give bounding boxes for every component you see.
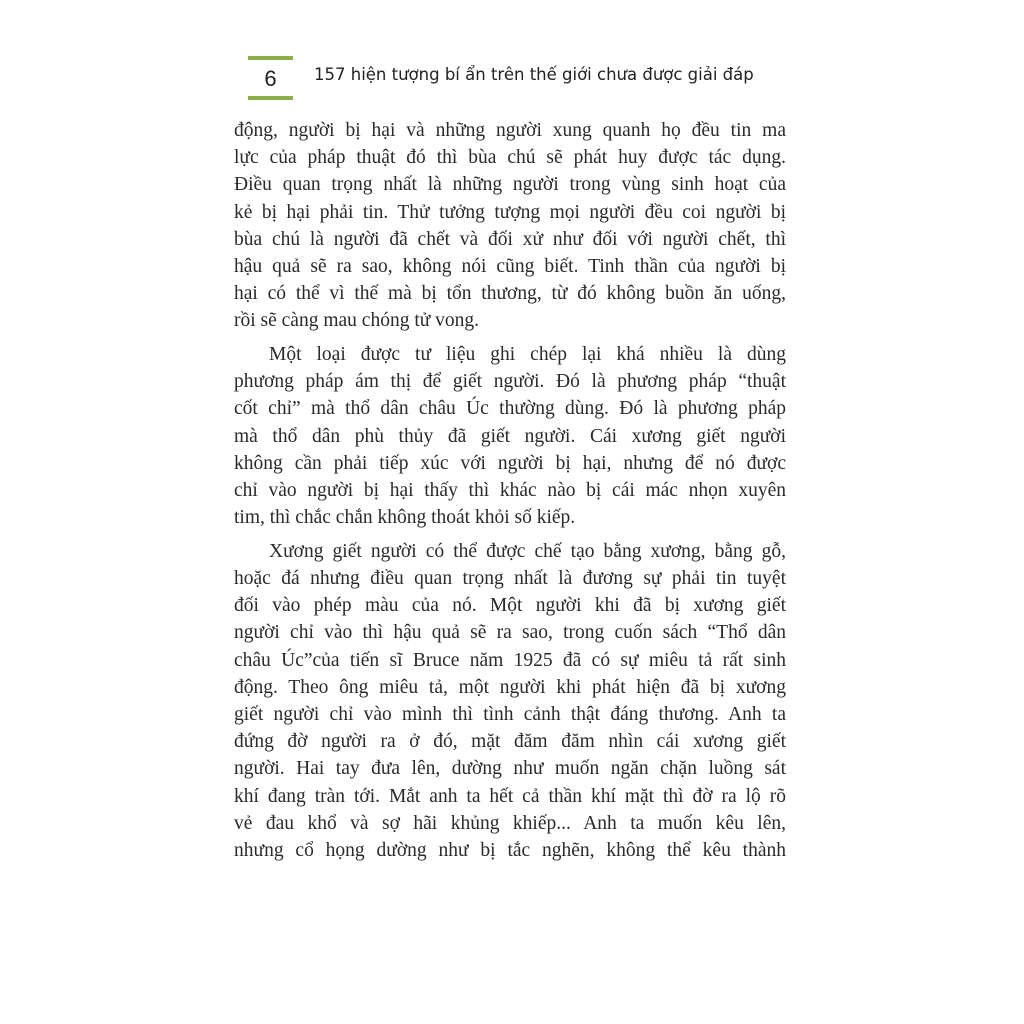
running-head: 157 hiện tượng bí ẩn trên thế giới chưa được giải đáp — [314, 65, 754, 84]
text-line: vẻ đau khổ và sợ hãi khủng khiếp... Anh ta muốn kêu lên, — [234, 812, 786, 834]
body-text — [234, 117, 786, 871]
text-line: tim, thì chắc chắn không thoát khỏi số kiếp. — [234, 507, 576, 529]
paragraph-2 — [234, 341, 786, 531]
header-rule-top — [248, 56, 293, 60]
text-line: Một loại được tư liệu ghi chép lại khá nhiều là dùng — [269, 344, 786, 365]
text-line: bùa chú là người đã chết và đối xử như đối với người chết, thì — [234, 228, 786, 250]
text-line: giết người chỉ vào mình thì tình cảnh thật đáng thương. Anh ta — [234, 703, 786, 725]
paragraph-1 — [234, 117, 786, 335]
text-line: châu Úc”của tiến sĩ Bruce năm 1925 đã có sự miêu tả rất sinh — [234, 649, 786, 671]
text-line: rồi sẽ càng mau chóng tử vong. — [234, 310, 480, 332]
text-line: đứng đờ người ra ở đó, mặt đăm đăm nhìn cái xương giết — [234, 731, 786, 753]
text-line: hậu quả sẽ ra sao, không nói cũng biết. Tinh thần của người bị — [234, 255, 786, 277]
paragraph-3 — [234, 538, 786, 864]
text-line: hại có thể vì thế mà bị tổn thương, từ đó không buồn ăn uống, — [234, 283, 786, 305]
text-line: hoặc đá nhưng điều quan trọng nhất là đương sự phải tin tuyệt — [234, 568, 786, 589]
text-line: động. Theo ông miêu tả, một người khi phát hiện đã bị xương — [234, 676, 786, 698]
header-rule-bottom — [248, 96, 293, 100]
page-header — [248, 56, 788, 104]
text-line: người chỉ vào thì hậu quả sẽ ra sao, trong cuốn sách “Thổ dân — [234, 622, 786, 644]
text-line: động, người bị hại và những người xung quanh họ đều tin ma — [234, 120, 786, 141]
text-line: chỉ vào người bị hại thấy thì khác nào bị cái mác nhọn xuyên — [234, 479, 786, 501]
text-line: kẻ bị hại phải tin. Thử tưởng tượng mọi người đều coi người bị — [234, 201, 786, 223]
text-line: Xương giết người có thể được chế tạo bằng xương, bằng gỗ, — [269, 540, 786, 562]
text-line: người. Hai tay đưa lên, dường như muốn ngăn chặn luồng sát — [234, 758, 786, 780]
text-line: phương pháp ám thị để giết người. Đó là phương pháp “thuật — [234, 371, 786, 393]
text-line: khí đang tràn tới. Mắt anh ta hết cả thần khí mặt thì đờ ra lộ rõ — [234, 785, 786, 807]
text-line: đối vào phép màu của nó. Một người khi đã bị xương giết — [234, 595, 786, 617]
text-line: lực của pháp thuật đó thì bùa chú sẽ phát huy được tác dụng. — [234, 147, 786, 169]
text-line: mà thổ dân phù thủy đã giết người. Cái xương giết người — [234, 425, 786, 447]
text-line: không cần phải tiếp xúc với người bị hại, nhưng để nó được — [234, 452, 786, 474]
text-line: Điều quan trọng nhất là những người trong vùng sinh hoạt của — [234, 174, 786, 196]
page-number: 6 — [264, 66, 277, 91]
text-line: cốt chỉ” mà thổ dân châu Úc thường dùng. Đó là phương pháp — [234, 398, 786, 420]
text-line: nhưng cổ họng dường như bị tắc nghẽn, không thể kêu thành — [234, 839, 786, 861]
